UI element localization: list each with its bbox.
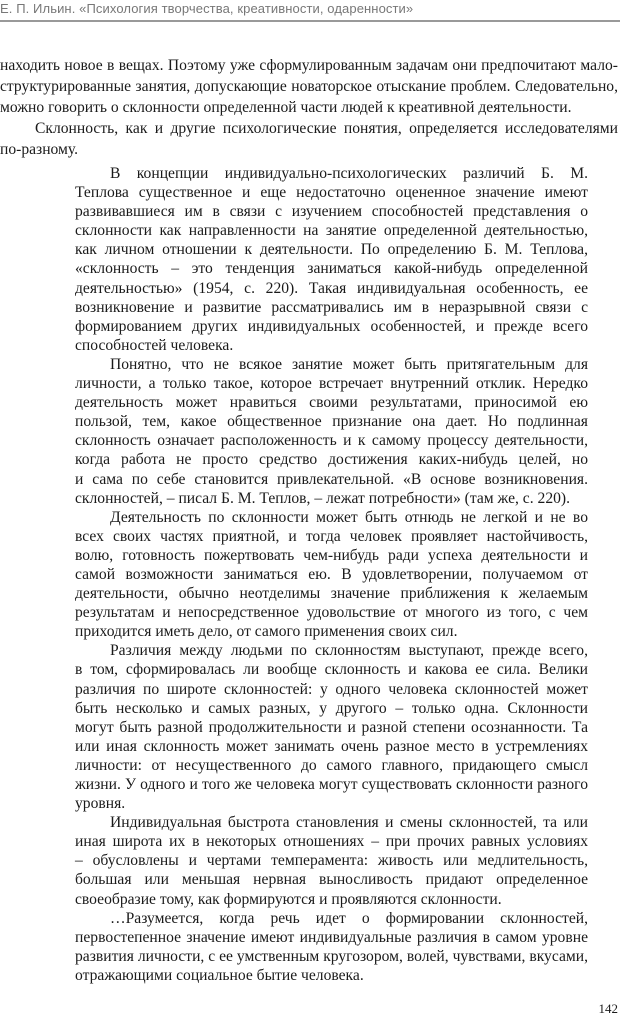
text-line: «склонность – это тенденция заниматься какой-нибудь определенной <box>75 260 588 278</box>
text-line: личности: от несущественного до самого главного, придающего смысл <box>75 756 588 774</box>
text-line: приходится иметь дело, от самого применения своих сил. <box>75 623 458 641</box>
text-line: Деятельность по склонности может быть отнюдь не легкой и не во <box>110 508 588 526</box>
text-line: структурированные занятия, допускающие новаторское отыскание проблем. Следовательно, <box>0 78 618 95</box>
page-number: 142 <box>598 1001 618 1016</box>
text-line: …Разумеется, когда речь идет о формировании склонностей, <box>110 909 588 927</box>
text-line: деятельностью» (1954, с. 220). Такая индивидуальная особенность, ее <box>75 279 588 297</box>
text-line: Различия между людьми по склонностям выступают, прежде всего, <box>110 642 588 660</box>
paragraph <box>75 813 588 908</box>
text-line: находить новое в вещах. Поэтому уже сформулированным задачам они предпочитают мало- <box>0 57 618 74</box>
text-line: в том, сформировалась ли вообще склонность и какова ее сила. Велики <box>75 661 588 679</box>
body-text <box>0 55 618 160</box>
text-line: пользой, тем, какое общественное признание она дает. Но подлинная <box>75 413 588 431</box>
paragraph <box>75 909 588 985</box>
text-line: деятельность может нравиться своими результатами, приносимой ею <box>75 394 588 412</box>
text-line: своеобразие тому, как формируются и проявляются склонности. <box>75 890 502 908</box>
text-line: большая или меньшая нервная выносливость придают определенное <box>75 871 588 889</box>
text-line: иная широта их в некоторых отношениях – при прочих равных условиях <box>75 833 588 851</box>
text-line: Склонность, как и другие психологические понятия, определяется исследователями <box>35 120 618 137</box>
header-rule <box>0 20 620 22</box>
text-line: и сама по себе становится привлекательной. «В основе возникновения. <box>75 470 588 488</box>
text-line: могут быть разной продолжительности и разной степени осознанности. Та <box>75 718 588 736</box>
text-line: волю, готовность пожертвовать чем-нибудь ради успеха деятельности и <box>75 546 588 564</box>
text-line: склонность означает расположенность и к самому процессу деятельности, <box>75 432 588 450</box>
text-line: склонности как направленности на занятие определенной деятельностью, <box>75 222 588 240</box>
paragraph <box>0 55 618 118</box>
text-line: деятельности, обычно неотделимы значение приближения к желаемым <box>75 585 588 603</box>
text-line: развития личности, с ее умственным кругозором, волей, чувствами, вкусами, <box>75 947 588 965</box>
text-line: по-разному. <box>0 141 79 158</box>
text-line: способностей человека. <box>75 336 234 354</box>
text-line: личности, а только такое, которое встречает внутренний отклик. Нередко <box>75 375 588 393</box>
text-line: всех своих частях приятной, и тогда человек проявляет настойчивость, <box>75 527 588 545</box>
text-line: первостепенное значение имеют индивидуальные различия в самом уровне <box>75 928 588 946</box>
paragraph <box>75 164 588 355</box>
text-line: В концепции индивидуально-психологических различий Б. М. <box>110 165 588 182</box>
text-line: Теплова существенное и еще недостаточно оцененное значение имеют <box>75 184 588 202</box>
text-line: когда работа не просто средство достижения каких-нибудь целей, но <box>75 451 588 469</box>
text-line: – обусловлены и чертами темперамента: живость или медлительность, <box>75 852 588 870</box>
text-line: быть несколько и самых разных, у другого – только одна. Склонности <box>75 699 588 717</box>
paragraph <box>75 641 588 813</box>
paragraph <box>75 355 588 508</box>
text-line: можно говорить о склонности определенной части людей к креативной деятельности. <box>0 99 572 116</box>
running-header: Е. П. Ильин. «Психология творчества, креативности, одаренности» <box>0 1 414 16</box>
text-line: склонностей, – писал Б. М. Теплов, – лежат потребности» (там же, с. 220). <box>75 489 571 507</box>
text-line: возникновение и развитие рассматривались им в неразрывной связи с <box>75 298 588 316</box>
text-line: Индивидуальная быстрота становления и смены склонностей, та или <box>110 814 588 832</box>
paragraph <box>0 118 618 160</box>
text-line: результатам и непосредственное удовольствие от многого из того, с чем <box>75 604 588 622</box>
text-line: или иная склонность может занимать очень разное место в устремлениях <box>75 737 588 755</box>
text-line: формированием других индивидуальных особенностей, и прежде всего <box>75 317 588 335</box>
text-line: Понятно, что не всякое занятие может быть притягательным для <box>110 355 588 373</box>
paragraph <box>75 508 588 642</box>
text-line: жизни. У одного и того же человека могут существовать склонности разного <box>75 776 588 793</box>
text-line: самой возможности заниматься ею. В удовлетворении, получаемом от <box>75 565 588 583</box>
text-line: развивавшиеся им в связи с изучением способностей представления о <box>75 203 588 221</box>
text-line: различия по широте склонностей: у одного человека склонностей может <box>75 680 588 698</box>
text-line: как личном отношении к деятельности. По определению Б. М. Теплова, <box>75 241 588 259</box>
text-line: отражающими социальное бытие человека. <box>75 966 364 984</box>
block-quote <box>75 164 588 985</box>
text-line: уровня. <box>75 795 126 813</box>
